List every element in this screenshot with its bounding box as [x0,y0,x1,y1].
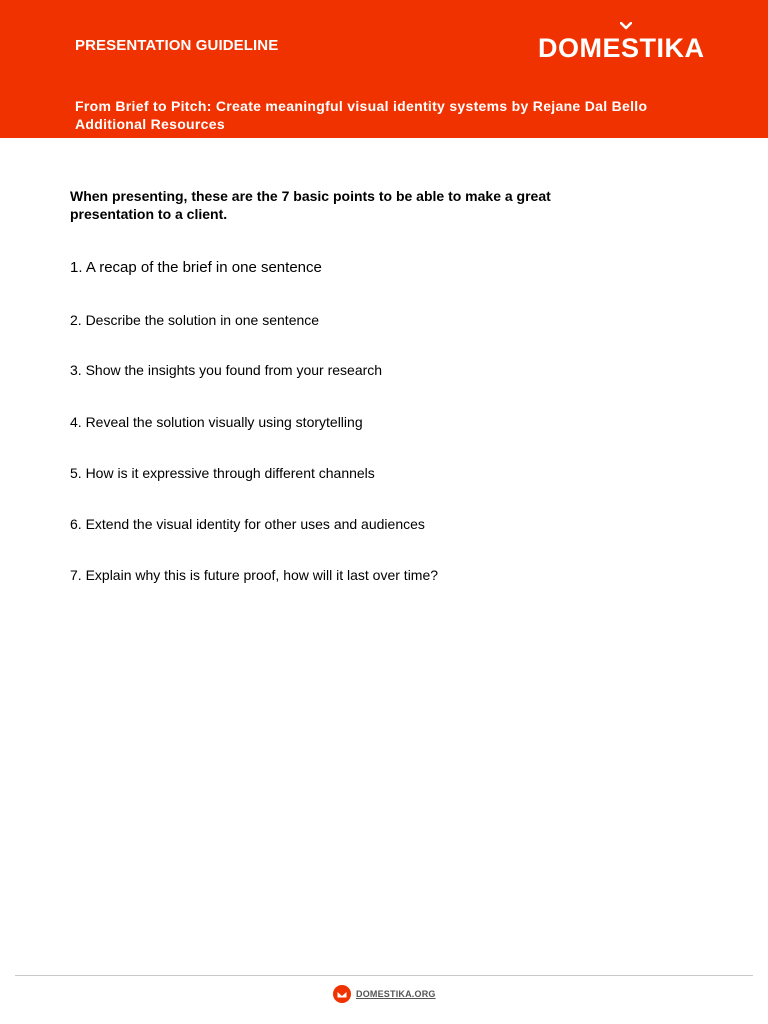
course-title-line: From Brief to Pitch: Create meaningful visual identity systems by Rejane Dal Bello [75,98,648,114]
list-item: 4. Reveal the solution visually using storytelling [70,414,363,430]
domestika-logo-mark-icon [620,22,632,31]
domestika-logo [538,33,705,63]
brand-name: DOMESTIKA [538,33,705,63]
footer-domestika-link[interactable] [333,985,436,1003]
list-item: 3. Show the insights you found from your research [70,362,383,378]
footer-link-text: DOMESTIKA.ORG [356,989,436,999]
list-item: 1. A recap of the brief in one sentence [70,259,322,276]
list-item: 2. Describe the solution in one sentence [70,312,320,328]
document-label: PRESENTATION GUIDELINE [75,37,279,54]
list-item: 6. Extend the visual identity for other uses and audiences [70,516,425,532]
domestika-icon [333,985,351,1003]
footer-divider [15,975,753,976]
list-item: 7. Explain why this is future proof, how will it last over time? [70,567,439,583]
course-title [75,97,647,133]
document-header [0,0,768,138]
list-item: 5. How is it expressive through different channels [70,465,375,481]
intro-paragraph: When presenting, these are the 7 basic points to be able to make a great presentation to a client. [70,188,551,222]
course-subtitle: Additional Resources [75,116,225,132]
